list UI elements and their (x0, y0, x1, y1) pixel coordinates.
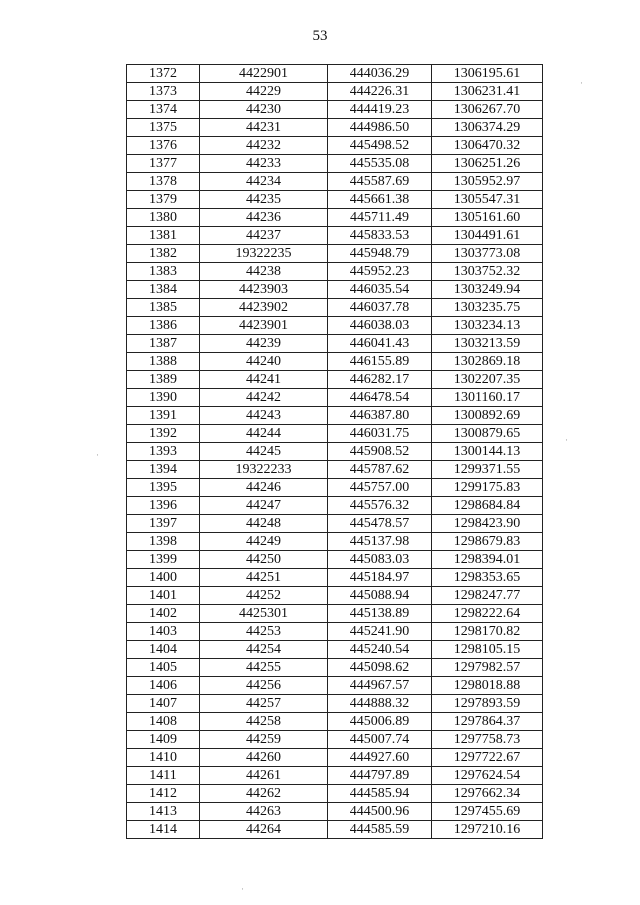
cell-x: 445711.49 (328, 209, 432, 227)
cell-y: 1303234.13 (432, 317, 543, 335)
table-row (127, 641, 543, 659)
cell-point-id: 19322233 (200, 461, 328, 479)
cell-point-id: 44260 (200, 749, 328, 767)
cell-number: 1391 (127, 407, 200, 425)
table-row (127, 299, 543, 317)
cell-x: 445098.62 (328, 659, 432, 677)
cell-point-id: 19322235 (200, 245, 328, 263)
cell-point-id: 4425301 (200, 605, 328, 623)
cell-point-id: 44238 (200, 263, 328, 281)
cell-number: 1410 (127, 749, 200, 767)
cell-number: 1382 (127, 245, 200, 263)
cell-x: 446038.03 (328, 317, 432, 335)
cell-number: 1387 (127, 335, 200, 353)
table-row (127, 83, 543, 101)
cell-x: 445088.94 (328, 587, 432, 605)
cell-x: 446478.54 (328, 389, 432, 407)
cell-point-id: 44236 (200, 209, 328, 227)
cell-x: 445576.32 (328, 497, 432, 515)
cell-y: 1302207.35 (432, 371, 543, 389)
cell-x: 445952.23 (328, 263, 432, 281)
cell-number: 1385 (127, 299, 200, 317)
cell-number: 1379 (127, 191, 200, 209)
cell-number: 1378 (127, 173, 200, 191)
table-row (127, 803, 543, 821)
cell-number: 1377 (127, 155, 200, 173)
cell-point-id: 44243 (200, 407, 328, 425)
cell-number: 1404 (127, 641, 200, 659)
cell-point-id: 44231 (200, 119, 328, 137)
cell-number: 1384 (127, 281, 200, 299)
cell-x: 446387.80 (328, 407, 432, 425)
cell-y: 1300879.65 (432, 425, 543, 443)
cell-number: 1414 (127, 821, 200, 839)
cell-point-id: 44244 (200, 425, 328, 443)
cell-number: 1405 (127, 659, 200, 677)
cell-x: 445498.52 (328, 137, 432, 155)
cell-point-id: 44251 (200, 569, 328, 587)
cell-x: 445137.98 (328, 533, 432, 551)
cell-number: 1373 (127, 83, 200, 101)
table-row (127, 227, 543, 245)
scan-mark: · (580, 78, 583, 88)
table-row (127, 335, 543, 353)
table-row (127, 623, 543, 641)
cell-point-id: 44259 (200, 731, 328, 749)
cell-y: 1298222.64 (432, 605, 543, 623)
cell-number: 1375 (127, 119, 200, 137)
cell-point-id: 44229 (200, 83, 328, 101)
table-row (127, 731, 543, 749)
cell-y: 1306231.41 (432, 83, 543, 101)
cell-number: 1395 (127, 479, 200, 497)
cell-x: 446037.78 (328, 299, 432, 317)
table-row (127, 461, 543, 479)
cell-y: 1300892.69 (432, 407, 543, 425)
cell-number: 1386 (127, 317, 200, 335)
cell-point-id: 44240 (200, 353, 328, 371)
table-row (127, 407, 543, 425)
cell-y: 1305952.97 (432, 173, 543, 191)
cell-y: 1299175.83 (432, 479, 543, 497)
cell-x: 446031.75 (328, 425, 432, 443)
coordinates-table (126, 64, 543, 839)
table-body (127, 65, 543, 839)
cell-x: 445757.00 (328, 479, 432, 497)
cell-number: 1400 (127, 569, 200, 587)
table-row (127, 497, 543, 515)
cell-y: 1298423.90 (432, 515, 543, 533)
cell-point-id: 44246 (200, 479, 328, 497)
table-row (127, 281, 543, 299)
cell-y: 1305161.60 (432, 209, 543, 227)
cell-x: 444927.60 (328, 749, 432, 767)
table-row (127, 821, 543, 839)
cell-point-id: 44250 (200, 551, 328, 569)
table-row (127, 515, 543, 533)
cell-x: 446282.17 (328, 371, 432, 389)
cell-y: 1297864.37 (432, 713, 543, 731)
cell-point-id: 44264 (200, 821, 328, 839)
table-row (127, 551, 543, 569)
cell-number: 1402 (127, 605, 200, 623)
cell-y: 1303249.94 (432, 281, 543, 299)
cell-point-id: 44256 (200, 677, 328, 695)
cell-point-id: 44262 (200, 785, 328, 803)
cell-y: 1297722.67 (432, 749, 543, 767)
scan-mark: · (565, 435, 568, 445)
cell-point-id: 4423902 (200, 299, 328, 317)
cell-y: 1297893.59 (432, 695, 543, 713)
cell-point-id: 44255 (200, 659, 328, 677)
cell-x: 445661.38 (328, 191, 432, 209)
scan-mark: · (241, 884, 244, 894)
cell-y: 1297455.69 (432, 803, 543, 821)
cell-number: 1372 (127, 65, 200, 83)
cell-number: 1398 (127, 533, 200, 551)
cell-x: 445908.52 (328, 443, 432, 461)
table-row (127, 317, 543, 335)
cell-y: 1298105.15 (432, 641, 543, 659)
cell-number: 1401 (127, 587, 200, 605)
cell-point-id: 44233 (200, 155, 328, 173)
table-row (127, 425, 543, 443)
cell-number: 1380 (127, 209, 200, 227)
cell-number: 1409 (127, 731, 200, 749)
cell-number: 1413 (127, 803, 200, 821)
cell-x: 445184.97 (328, 569, 432, 587)
cell-x: 446041.43 (328, 335, 432, 353)
table-row (127, 533, 543, 551)
cell-point-id: 44261 (200, 767, 328, 785)
cell-number: 1388 (127, 353, 200, 371)
table-row (127, 245, 543, 263)
table-row (127, 443, 543, 461)
table-row (127, 785, 543, 803)
cell-y: 1303773.08 (432, 245, 543, 263)
cell-x: 444500.96 (328, 803, 432, 821)
cell-x: 445006.89 (328, 713, 432, 731)
table-row (127, 209, 543, 227)
cell-x: 444585.94 (328, 785, 432, 803)
cell-x: 445535.08 (328, 155, 432, 173)
cell-point-id: 44263 (200, 803, 328, 821)
page-number: 53 (312, 28, 328, 44)
table-row (127, 479, 543, 497)
cell-number: 1406 (127, 677, 200, 695)
cell-point-id: 44248 (200, 515, 328, 533)
cell-point-id: 44237 (200, 227, 328, 245)
cell-point-id: 44245 (200, 443, 328, 461)
table-row (127, 371, 543, 389)
cell-point-id: 44247 (200, 497, 328, 515)
cell-number: 1383 (127, 263, 200, 281)
cell-y: 1298394.01 (432, 551, 543, 569)
cell-point-id: 4423901 (200, 317, 328, 335)
cell-number: 1390 (127, 389, 200, 407)
table-row (127, 749, 543, 767)
cell-x: 444419.23 (328, 101, 432, 119)
cell-y: 1301160.17 (432, 389, 543, 407)
cell-number: 1407 (127, 695, 200, 713)
table-row (127, 767, 543, 785)
cell-number: 1389 (127, 371, 200, 389)
cell-point-id: 44230 (200, 101, 328, 119)
table-row (127, 677, 543, 695)
cell-x: 444585.59 (328, 821, 432, 839)
cell-point-id: 44241 (200, 371, 328, 389)
cell-number: 1374 (127, 101, 200, 119)
cell-y: 1298679.83 (432, 533, 543, 551)
cell-x: 445587.69 (328, 173, 432, 191)
cell-y: 1302869.18 (432, 353, 543, 371)
cell-y: 1298247.77 (432, 587, 543, 605)
table-row (127, 353, 543, 371)
table-row (127, 605, 543, 623)
cell-x: 444226.31 (328, 83, 432, 101)
cell-y: 1298018.88 (432, 677, 543, 695)
table-row (127, 713, 543, 731)
cell-x: 445007.74 (328, 731, 432, 749)
cell-y: 1297982.57 (432, 659, 543, 677)
cell-y: 1298684.84 (432, 497, 543, 515)
cell-number: 1394 (127, 461, 200, 479)
cell-number: 1396 (127, 497, 200, 515)
cell-x: 445241.90 (328, 623, 432, 641)
cell-number: 1408 (127, 713, 200, 731)
cell-x: 444036.29 (328, 65, 432, 83)
cell-y: 1306251.26 (432, 155, 543, 173)
table-row (127, 389, 543, 407)
cell-number: 1381 (127, 227, 200, 245)
cell-number: 1411 (127, 767, 200, 785)
table-row (127, 155, 543, 173)
cell-point-id: 44232 (200, 137, 328, 155)
table-row (127, 263, 543, 281)
cell-number: 1403 (127, 623, 200, 641)
cell-number: 1376 (127, 137, 200, 155)
cell-x: 445478.57 (328, 515, 432, 533)
cell-y: 1303752.32 (432, 263, 543, 281)
cell-point-id: 4422901 (200, 65, 328, 83)
cell-point-id: 44235 (200, 191, 328, 209)
cell-y: 1306470.32 (432, 137, 543, 155)
table-row (127, 659, 543, 677)
cell-x: 446155.89 (328, 353, 432, 371)
cell-y: 1299371.55 (432, 461, 543, 479)
cell-y: 1306267.70 (432, 101, 543, 119)
cell-point-id: 4423903 (200, 281, 328, 299)
table-row (127, 173, 543, 191)
cell-y: 1297758.73 (432, 731, 543, 749)
cell-point-id: 44249 (200, 533, 328, 551)
cell-y: 1297662.34 (432, 785, 543, 803)
cell-x: 444967.57 (328, 677, 432, 695)
cell-number: 1393 (127, 443, 200, 461)
cell-y: 1305547.31 (432, 191, 543, 209)
table-row (127, 65, 543, 83)
cell-x: 445138.89 (328, 605, 432, 623)
cell-point-id: 44257 (200, 695, 328, 713)
table-row (127, 695, 543, 713)
scan-mark: · (96, 450, 99, 460)
cell-point-id: 44254 (200, 641, 328, 659)
cell-number: 1399 (127, 551, 200, 569)
cell-x: 445083.03 (328, 551, 432, 569)
table-row (127, 119, 543, 137)
cell-y: 1306195.61 (432, 65, 543, 83)
cell-x: 446035.54 (328, 281, 432, 299)
cell-y: 1304491.61 (432, 227, 543, 245)
cell-point-id: 44258 (200, 713, 328, 731)
cell-point-id: 44242 (200, 389, 328, 407)
cell-y: 1303235.75 (432, 299, 543, 317)
cell-number: 1392 (127, 425, 200, 443)
cell-x: 445787.62 (328, 461, 432, 479)
cell-point-id: 44252 (200, 587, 328, 605)
cell-y: 1298353.65 (432, 569, 543, 587)
cell-number: 1412 (127, 785, 200, 803)
table-row (127, 569, 543, 587)
cell-y: 1303213.59 (432, 335, 543, 353)
cell-x: 445833.53 (328, 227, 432, 245)
cell-x: 444888.32 (328, 695, 432, 713)
table-row (127, 137, 543, 155)
cell-x: 444797.89 (328, 767, 432, 785)
table-row (127, 191, 543, 209)
cell-x: 445948.79 (328, 245, 432, 263)
table-row (127, 587, 543, 605)
cell-y: 1298170.82 (432, 623, 543, 641)
cell-y: 1300144.13 (432, 443, 543, 461)
cell-y: 1306374.29 (432, 119, 543, 137)
cell-number: 1397 (127, 515, 200, 533)
cell-y: 1297210.16 (432, 821, 543, 839)
cell-point-id: 44253 (200, 623, 328, 641)
table-row (127, 101, 543, 119)
cell-y: 1297624.54 (432, 767, 543, 785)
cell-x: 445240.54 (328, 641, 432, 659)
cell-point-id: 44239 (200, 335, 328, 353)
cell-x: 444986.50 (328, 119, 432, 137)
cell-point-id: 44234 (200, 173, 328, 191)
